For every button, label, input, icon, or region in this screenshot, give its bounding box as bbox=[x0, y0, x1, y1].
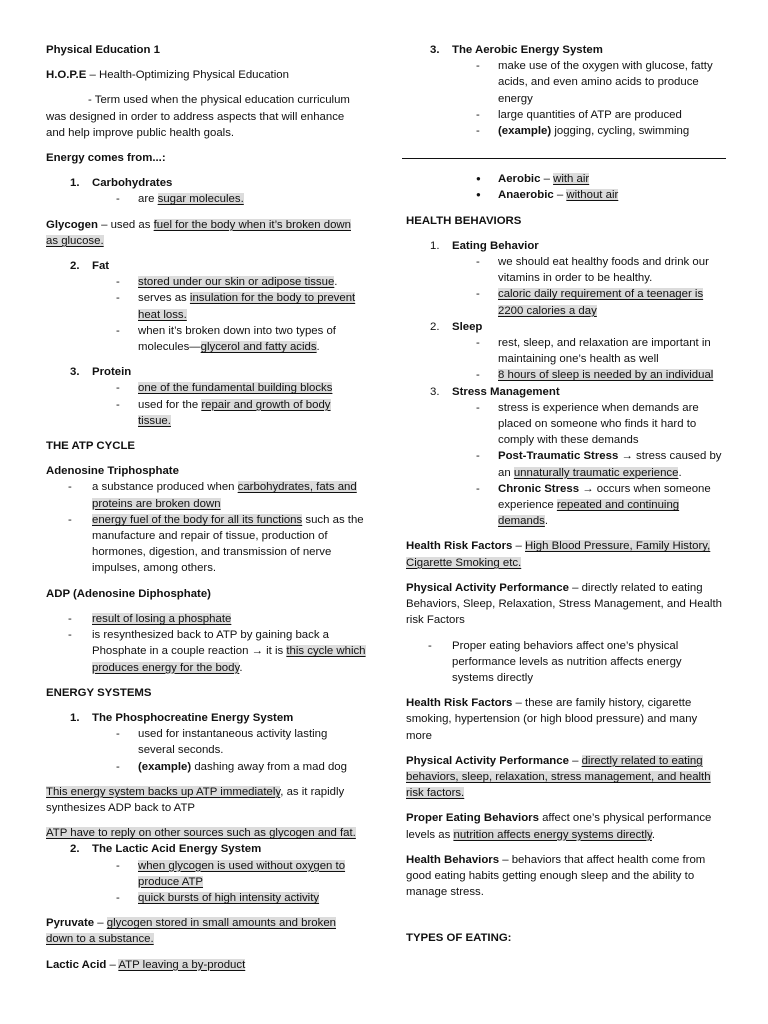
energy-systems-heading: ENERGY SYSTEMS bbox=[46, 686, 152, 699]
hope-description: - Term used when the physical education curriculum was designed in order to address aspects that will enhance and help improve public health goals. bbox=[46, 94, 350, 139]
hope-term: H.O.P.E bbox=[46, 69, 87, 82]
backup-paragraph: This energy system backs up ATP immediately, as it rapidly synthesizes ADP back to ATP bbox=[46, 785, 345, 814]
glycogen-term: Glycogen bbox=[46, 218, 98, 231]
bullet-aerobic: ● Aerobic – with air bbox=[406, 171, 724, 187]
adp-title: ADP (Adenosine Diphosphate) bbox=[46, 587, 211, 600]
health-risk-factors-2: Health Risk Factors – these are family history, cigarette smoking, hypertension (or high blood pressure) and many more bbox=[406, 697, 698, 742]
protein-detail-2: - used for the repair and growth of body tissue. bbox=[46, 397, 366, 429]
protein-detail-1: - one of the fundamental building blocks bbox=[46, 380, 366, 396]
list-item-phosphocreatine: 1. The Phosphocreatine Energy System bbox=[70, 711, 294, 724]
adp-detail-2: - is resynthesized back to ATP by gaining back a Phosphate in a couple reaction → it is this cycle which produces energy for the body. bbox=[46, 627, 366, 676]
health-risk-factors-1: Health Risk Factors – High Blood Pressure, Family History, Cigarette Smoking etc. bbox=[406, 540, 711, 569]
aerobic-detail-3: - (example) jogging, cycling, swimming bbox=[406, 123, 724, 139]
health-behaviors-heading: HEALTH BEHAVIORS bbox=[406, 214, 522, 227]
hope-definition: – Health-Optimizing Physical Education bbox=[86, 69, 289, 82]
atp-cycle-heading: THE ATP CYCLE bbox=[46, 440, 136, 453]
bullet-anaerobic: ● Anaerobic – without air bbox=[406, 187, 724, 203]
health-behaviors-definition: Health Behaviors – behaviors that affect health come from good eating habits getting enough sleep and the ability to manage stress. bbox=[406, 853, 706, 899]
list-item-carbohydrates: 1. Carbohydrates bbox=[70, 177, 173, 190]
lactic-detail-2: - quick bursts of high intensity activity bbox=[46, 890, 366, 906]
atp-detail-1: - a substance produced when carbohydrates, fats and proteins are broken down bbox=[46, 479, 366, 511]
pyruvate-paragraph: Pyruvate – glycogen stored in small amounts and broken down to a substance. bbox=[46, 917, 337, 946]
physical-activity-performance-2: Physical Activity Performance – directly related to eating behaviors, sleep, relaxation, stress management, and health risk factors. bbox=[406, 754, 711, 800]
adp-detail-1: - result of losing a phosphate bbox=[46, 611, 366, 627]
eat-detail-2: - caloric daily requirement of a teenager is 2200 calories a day bbox=[406, 286, 724, 318]
aerobic-detail-1: - make use of the oxygen with glucose, fatty acids, and even amino acids to produce energy bbox=[406, 58, 724, 107]
phos-detail-2: - (example) dashing away from a mad dog bbox=[46, 759, 366, 775]
proper-eating-dash: - Proper eating behaviors affect one’s physical performance levels as nutrition affects energy systems directly bbox=[406, 638, 724, 687]
energy-comes-from: Energy comes from...: bbox=[46, 152, 166, 165]
list-item-protein: 3. Protein bbox=[70, 366, 132, 379]
carb-detail: - are sugar molecules. bbox=[46, 191, 366, 207]
physical-activity-performance-1: Physical Activity Performance – directly related to eating Behaviors, Sleep, Relaxation, Stress Management, and Health risk Factors bbox=[406, 581, 722, 627]
phos-detail-1: - used for instantaneous activity lasting several seconds. bbox=[46, 726, 366, 758]
list-item-fat: 2. Fat bbox=[70, 260, 110, 273]
list-item-sleep: 2. Sleep bbox=[430, 320, 483, 333]
list-item-eating: 1. Eating Behavior bbox=[430, 239, 539, 252]
types-of-eating-heading: TYPES OF EATING: bbox=[406, 932, 512, 945]
fat-detail-2: - serves as insulation for the body to prevent heat loss. bbox=[46, 290, 366, 322]
sleep-detail-1: - rest, sleep, and relaxation are important in maintaining one’s health as well bbox=[406, 335, 724, 367]
lactic-detail-1: - when glycogen is used without oxygen to produce ATP bbox=[46, 858, 366, 890]
stress-detail-2: - Post-Traumatic Stress → stress caused by an unnaturally traumatic experience. bbox=[406, 448, 724, 480]
atp-detail-2: - energy fuel of the body for all its functions such as the manufacture and repair of tissue, production of hormones, digestion, and transmission of nerve impulses, among others. bbox=[46, 512, 366, 577]
left-column: Physical Education 1 H.O.P.E – Health-Optimizing Physical Education - Term used when the physical education curriculum was designed in order to address aspects that will enhance and help improve public health goals. Energy comes from...: 1. Carbohydrates - are sugar molecules. Glycogen – used as fuel for the body when it’s broken down as glucose. 2. Fat - stored under our skin or adipose tissue. - serves as insulation for the body to prevent heat loss. - when it’s broken down into two types of molecules—glycerol and fatty acids. 3. Protein - one of the fundamental building blocks - used for the repair and growth of body tissue. THE ATP CYCLE Adenosine Triphosphate - a substance produced when carbohydrates, fats and proteins are broken down - energy fuel of the body for all its functions such as the manufacture and repair of tissue, production of hormones, digestion, and transmission of nerve impulses, among others. ADP (Adenosine Diphosphate) - result of losing a phosphate - is resynthesized back to ATP by gaining back a Phosphate in a couple reaction → it is this cycle which produces energy for the body. ENERGY SYSTEMS 1. The Phosphocreatine Energy System - used for instantaneous activity lasting several seconds. - (example) dashing away from a mad dog This energy system backs up ATP immediately, as it rapidly synthesizes ADP back to ATP ATP have to reply on other sources such as glycogen and fat. 2. The Lactic Acid Energy System - when glycogen is used without oxygen to produce ATP - quick bursts of high intensity activity Pyruvate – glycogen stored in small amounts and broken down to a substance. Lactic Acid – ATP leaving a by-product bbox=[46, 42, 366, 973]
stress-detail-3: - Chronic Stress → occurs when someone experience repeated and continuing demands. bbox=[406, 481, 724, 530]
list-item-stress: 3. Stress Management bbox=[430, 385, 560, 398]
fat-detail-3: - when it’s broken down into two types of molecules—glycerol and fatty acids. bbox=[46, 323, 366, 355]
eat-detail-1: - we should eat healthy foods and drink our vitamins in order to be healthy. bbox=[406, 254, 724, 286]
rely-paragraph: ATP have to reply on other sources such as glycogen and fat. bbox=[46, 827, 356, 840]
stress-detail-1: - stress is experience when demands are placed on someone who finds it hard to comply with these demands bbox=[406, 400, 724, 449]
atp-title: Adenosine Triphosphate bbox=[46, 465, 179, 478]
glycogen-definition: fuel for the body when it’s broken down as glucose. bbox=[46, 218, 351, 247]
right-column bbox=[406, 42, 724, 947]
fat-detail-1: - stored under our skin or adipose tissue. bbox=[46, 274, 366, 290]
document-title: Physical Education 1 bbox=[46, 44, 160, 56]
proper-eating-behaviors: Proper Eating Behaviors affect one’s physical performance levels as nutrition affects energy systems directly. bbox=[406, 812, 712, 841]
aerobic-detail-2: - large quantities of ATP are produced bbox=[406, 107, 724, 123]
list-item-lactic-acid: 2. The Lactic Acid Energy System bbox=[70, 843, 262, 856]
list-item-aerobic: 3. The Aerobic Energy System bbox=[430, 44, 603, 56]
sleep-detail-2: - 8 hours of sleep is needed by an individual bbox=[406, 367, 724, 383]
lactic-acid-paragraph: Lactic Acid – ATP leaving a by-product bbox=[46, 958, 246, 971]
